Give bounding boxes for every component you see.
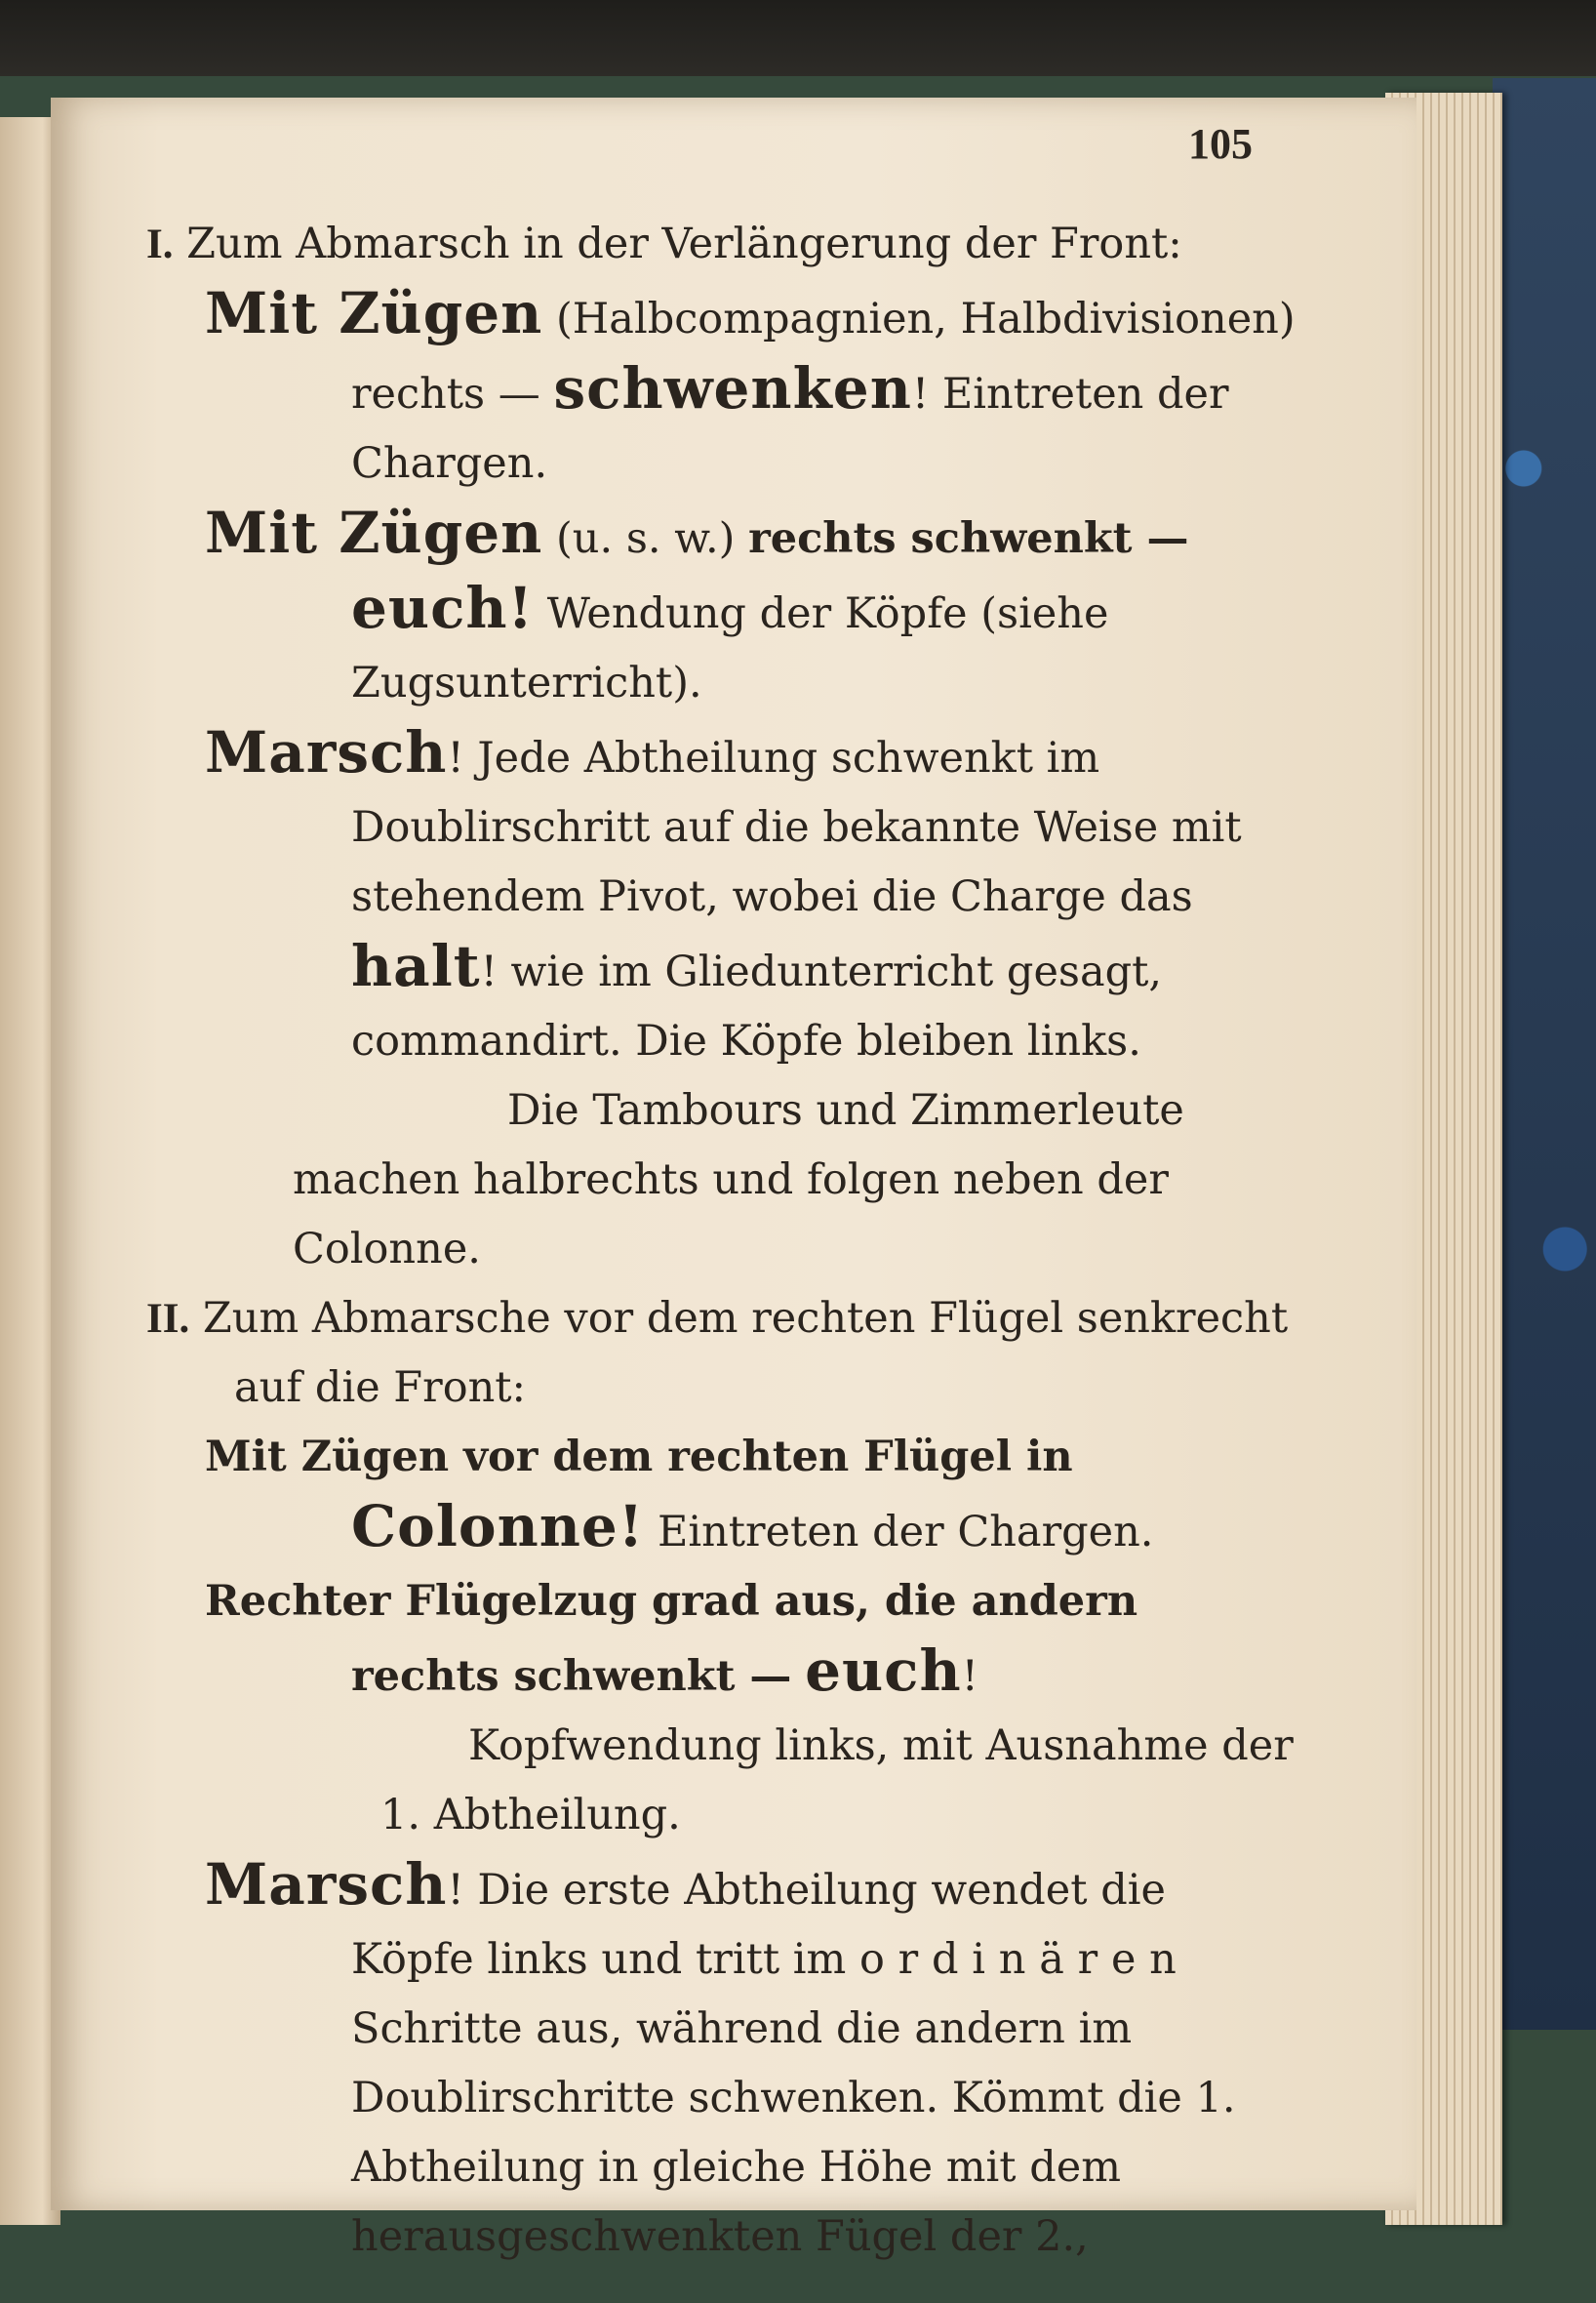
march-two [146,1850,1297,2272]
marbled-cover-edge [1493,78,1596,2030]
command-four-a: Rechter Flügelzug grad aus, die andern rechts schwenkt — [205,1577,1138,1701]
march-one-d: ! wie im Gliedunterricht gesagt, commandirt. Die Köpfe bleiben links. [351,948,1163,1066]
march-two-a: Marsch [205,1851,448,1918]
command-four [146,1567,1297,1712]
command-one-d: ! Eintreten der Chargen. [351,370,1229,488]
page-text [146,210,1297,2272]
march-two-d: Schritte aus, während die andern im Doublirschritte schwenken. Kömmt die 1. Abtheilung in gleiche Höhe mit dem herausgeschwenkten Fügel der 2., [351,2004,1236,2261]
command-two-c: rechts schwenkt — [748,514,1189,563]
command-two-a: Mit Zügen [205,500,543,566]
command-three-c: Eintreten der Chargen. [657,1508,1154,1556]
paragraph-one: Die Tambours und Zimmerleute machen halbrechts und folgen neben der Colonne. [293,1086,1184,1273]
section-two-title: Zum Abmarsche vor dem rechten Flügel senkrecht auf die Front: [202,1294,1289,1412]
section-two-number: II. [146,1296,190,1342]
command-two-e: Wendung der Köpfe (siehe Zugsunterricht). [351,589,1109,707]
command-two [146,499,1297,718]
command-three-b: Colonne! [351,1493,645,1559]
desk-background [0,0,1596,88]
page-number: 105 [1188,120,1253,168]
command-one [146,279,1297,499]
command-two-b: (u. s. w.) [556,514,736,563]
command-four-c: ! [961,1652,978,1701]
section-one-heading [146,210,1297,279]
paragraph-two: Kopfwendung links, mit Ausnahme der 1. Abtheilung. [380,1721,1294,1839]
command-one-a: Mit Zügen [205,280,543,346]
command-one-b: (Halbcompagnien, Halbdivisionen) rechts — [351,295,1296,419]
command-three [146,1423,1297,1567]
command-four-b: euch [805,1637,962,1704]
march-two-c: ordinären [859,1935,1190,1984]
command-three-a: Mit Zügen vor dem rechten Flügel in [205,1433,1073,1481]
section-two-heading [146,1284,1297,1423]
march-one-b: ! Jede Abtheilung schwenkt im Doublirschritt auf die bekannte Weise mit stehendem Pivot, wobei die Charge das [351,734,1242,921]
march-one [146,718,1297,1076]
command-two-d: euch! [351,575,535,641]
section-one-number: I. [146,222,174,267]
march-one-a: Marsch [205,719,448,786]
march-two-b: ! Die erste Abtheilung wendet die Köpfe links und tritt im [351,1866,1166,1984]
march-one-c: halt [351,933,481,999]
command-one-c: schwenken [553,355,912,422]
section-one-title: Zum Abmarsch in der Verlängerung der Front: [186,220,1182,268]
